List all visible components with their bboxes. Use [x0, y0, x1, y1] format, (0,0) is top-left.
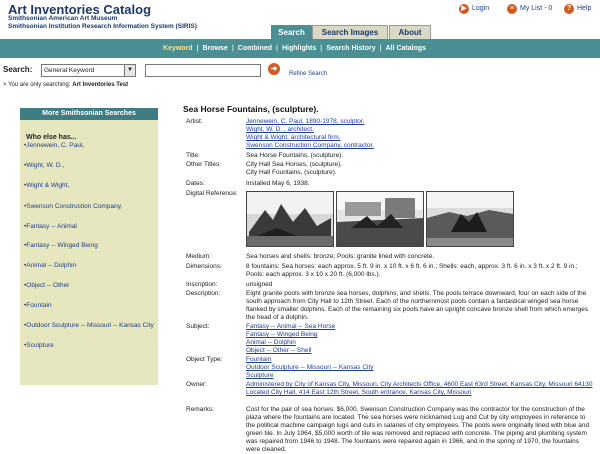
other-titles-values [246, 161, 594, 177]
dimensions-value: 8 fountains: Sea horses: each approx. 5 ft. 9 in. x 10 ft. x 6 ft. 6 in.; Shells: each, approx. 3 ft. 6 in. x 3 ft. x 2 ft. 9 in.; Pools: each approx. 3 x 10 x 20 ft. (6,000 lbs.). [246, 263, 578, 278]
owner-label: Owner: [186, 381, 207, 388]
title-label: Title: [186, 152, 200, 159]
other-title: City Hall Sea Horses, (sculpture). [246, 161, 343, 168]
dates-value: Installed May 6, 1938. [246, 180, 310, 187]
org-line-2: Smithsonian Institution Research Information System (SIRIS) [8, 23, 197, 30]
artist-values [246, 118, 594, 150]
artist-label: Artist: [186, 118, 203, 125]
search-type-value: General Keyword [44, 67, 95, 74]
object-type-link[interactable]: Fountain [246, 356, 272, 363]
help-icon: ? [564, 4, 574, 14]
help-label: Help [577, 5, 592, 12]
sidebar-item[interactable]: • Fantasy -- Animal [24, 223, 154, 231]
sidebar-item[interactable]: • Wight, W. D., [24, 162, 154, 170]
nav-bar [0, 39, 600, 58]
nav-combined[interactable]: Combined [237, 45, 273, 52]
owner-link[interactable]: Located City Hall, 414 East 12th Street, South entrance, Kansas City, Missouri [246, 389, 472, 396]
search-type-select[interactable] [41, 64, 136, 77]
medium-value: Sea horses and shells: bronze; Pools: granite lined with concrete. [246, 253, 435, 260]
inscription-label: Inscription: [186, 281, 218, 288]
subject-label: Subject: [186, 323, 210, 330]
sidebar [20, 108, 158, 385]
thumbnail-image[interactable] [426, 191, 514, 247]
remarks-label: Remarks: [186, 406, 214, 413]
artist-link[interactable]: Swenson Construction Company, contractor. [246, 142, 375, 149]
my-list-label: My List - 0 [520, 5, 553, 12]
my-list-link[interactable] [507, 3, 552, 14]
search-input[interactable] [145, 64, 261, 77]
login-label: Login [472, 5, 490, 12]
chevron-down-icon: ▼ [124, 65, 135, 76]
sidebar-item[interactable]: • Animal -- Dolphin [24, 262, 154, 270]
search-go-button[interactable] [268, 63, 280, 75]
login-link[interactable] [459, 3, 489, 14]
search-scope-prefix: > You are only searching: [3, 82, 71, 88]
header [0, 0, 600, 38]
dates-label: Dates: [186, 180, 205, 187]
tab-search-images[interactable]: Search Images [312, 25, 388, 39]
search-scope-value: Art Inventories Test [72, 82, 129, 88]
object-type-values [246, 356, 594, 380]
sidebar-item[interactable]: • Fountain [24, 302, 154, 310]
other-titles-label: Other Titles: [186, 161, 222, 168]
description-label: Description: [186, 290, 221, 297]
title-value: Sea Horse Fountains, (sculpture). [246, 152, 344, 159]
subject-link[interactable]: Animal -- Dolphin [246, 339, 296, 346]
remarks-value: Cost for the pair of sea horses: $6,000. Swenson Construction Company was the contractor for the construction of the plaza where the fountains are located. The sea horses were nicknamed Lug and Cut by city employees in reference to the political machine campaign lugs and cuts in salaries of city employees. The pools were originally lined with blue and green tile. In July 1964, $5,000 worth of tile was removed and replaced with concrete. The piping and plumbing system was repaired from 1946 to 1948. The fountains were repaired again in 1966, and in the spring of 1970, the fountains were cleaned. [246, 406, 590, 453]
sidebar-item[interactable]: • Outdoor Sculpture -- Missouri -- Kansas City [24, 322, 154, 330]
nav-search-history[interactable]: Search History [326, 45, 376, 52]
search-scope [3, 82, 128, 88]
sidebar-item[interactable]: • Fantasy -- Winged Being [24, 242, 154, 250]
sidebar-item[interactable]: • Swenson Construction Company, [24, 203, 154, 211]
object-type-link[interactable]: Sculpture [246, 372, 274, 379]
org-line-1: Smithsonian American Art Museum [8, 15, 118, 22]
thumbnail-image[interactable] [246, 191, 334, 247]
app-title[interactable]: Art Inventories Catalog [8, 2, 152, 17]
sidebar-item[interactable]: • Jennewein, C. Paul, [24, 142, 154, 150]
help-link[interactable] [564, 3, 591, 14]
description-value: Eight granite pools with bronze sea horses, dolphins, and shells. The pools terrace downward, four on each side of the south approach from City Hall to 12th Street. Each of the northernmost pools contain a fantastical winged sea horse flanked by smaller dolphins. Each of the remaining six pools have an upright concave bronze shell from which emerges the head of a dolphin. [246, 290, 589, 321]
dimensions-label: Dimensions: [186, 263, 222, 270]
other-title: City Hall Fountains, (sculpture). [246, 169, 337, 176]
arrow-right-icon: ➜ [270, 64, 278, 73]
owner-values [246, 381, 594, 397]
subject-link[interactable]: Fantasy -- Animal -- Sea Horse [246, 323, 336, 330]
nav-keyword[interactable]: Keyword [163, 45, 193, 52]
owner-link[interactable]: Administered by City of Kansas City, Missouri, City Architects Office, 4600 East 63rd Street, Kansas City, Missouri 64130 [246, 381, 593, 388]
inscription-value: unsigned [246, 281, 273, 288]
digital-reference-label: Digital Reference: [186, 190, 238, 197]
medium-label: Medium: [186, 253, 211, 260]
nav-all-catalogs[interactable]: All Catalogs [385, 45, 427, 52]
who-else-heading: Who else has... [26, 134, 77, 141]
nav-browse[interactable]: Browse [202, 45, 228, 52]
sidebar-heading: More Smithsonian Searches [20, 108, 158, 120]
object-type-link[interactable]: Outdoor Sculpture -- Missouri -- Kansas City [246, 364, 374, 371]
object-type-label: Object Type: [186, 356, 223, 363]
subject-link[interactable]: Object -- Other -- Shell [246, 347, 312, 354]
nav-highlights[interactable]: Highlights [282, 45, 317, 52]
artist-link[interactable]: Wight, W. D. , architect. [246, 126, 314, 133]
artist-link[interactable]: Jennewein, C. Paul, 1890-1978, sculptor. [246, 118, 365, 125]
list-icon: ≡ [507, 4, 517, 14]
subject-link[interactable]: Fantasy -- Winged Being [246, 331, 318, 338]
sidebar-item[interactable]: • Object -- Other [24, 282, 154, 290]
login-icon: ▶ [459, 4, 469, 14]
tab-about[interactable]: About [389, 25, 431, 39]
record-title: Sea Horse Fountains, (sculpture). [183, 104, 319, 114]
artist-link[interactable]: Wight & Wight, architectural firm. [246, 134, 341, 141]
search-row [0, 61, 600, 80]
sidebar-item[interactable]: • Sculpture [24, 342, 154, 350]
subject-values [246, 323, 594, 355]
refine-search-link[interactable]: Refine Search [289, 71, 328, 77]
search-label: Search: [3, 65, 33, 74]
tab-search[interactable]: Search [271, 25, 312, 39]
thumbnail-image[interactable] [336, 191, 424, 247]
nav-links: Keyword | Browse | Combined | Highlights | Search History | All Catalogs [159, 39, 430, 58]
sidebar-item[interactable]: • Wight & Wight, [24, 182, 154, 190]
